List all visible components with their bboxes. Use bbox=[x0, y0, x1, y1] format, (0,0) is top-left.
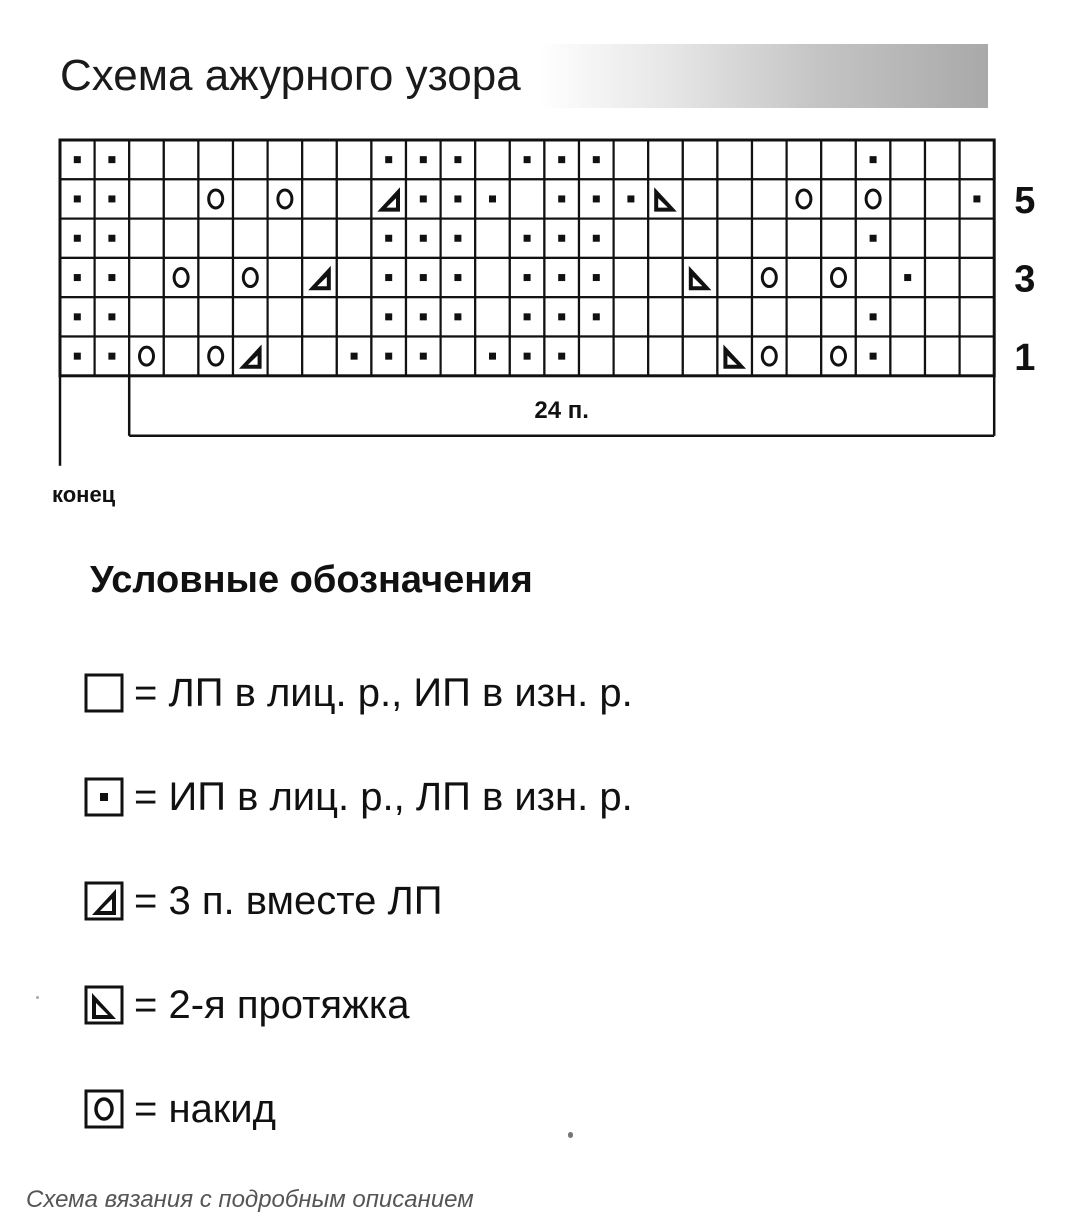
chart-cell bbox=[164, 337, 199, 376]
page-title: Схема ажурного узора bbox=[60, 51, 521, 100]
purl-dot bbox=[74, 156, 81, 163]
chart-cell bbox=[233, 140, 268, 179]
purl-dot bbox=[904, 274, 911, 281]
legend-title: Условные обозначения bbox=[90, 559, 533, 601]
legend-item-sk2p bbox=[84, 980, 409, 1030]
row-number: 3 bbox=[1014, 258, 1036, 301]
chart-cell bbox=[821, 219, 856, 258]
purl-dot bbox=[524, 274, 531, 281]
legend-text-purl: = ИП в лиц. р., ЛП в изн. р. bbox=[134, 775, 633, 819]
chart-cell bbox=[302, 219, 337, 258]
chart-cell bbox=[129, 297, 164, 336]
chart-cell bbox=[787, 297, 822, 336]
k3tog-icon bbox=[84, 881, 124, 921]
chart-cell bbox=[268, 258, 303, 297]
purl-dot bbox=[420, 313, 427, 320]
chart-cell bbox=[717, 140, 752, 179]
chart-cell bbox=[648, 337, 683, 376]
chart-cell bbox=[821, 179, 856, 218]
print-speck bbox=[568, 1132, 573, 1138]
print-speck bbox=[36, 996, 39, 999]
chart-cell bbox=[890, 140, 925, 179]
chart-cell bbox=[856, 179, 891, 218]
chart-cell bbox=[614, 258, 649, 297]
purl-dot bbox=[108, 156, 115, 163]
purl-dot bbox=[558, 274, 565, 281]
chart-cell bbox=[683, 179, 718, 218]
purl-dot bbox=[454, 156, 461, 163]
purl-dot bbox=[454, 195, 461, 202]
row-number: 1 bbox=[1014, 337, 1036, 380]
chart-cell bbox=[787, 258, 822, 297]
chart-cell bbox=[717, 219, 752, 258]
chart-cell bbox=[164, 179, 199, 218]
chart-cell bbox=[648, 179, 683, 218]
chart-cell bbox=[233, 258, 268, 297]
chart-cell bbox=[233, 179, 268, 218]
chart-cell bbox=[752, 219, 787, 258]
purl-dot bbox=[870, 156, 877, 163]
chart-cell bbox=[648, 297, 683, 336]
purl-dot bbox=[454, 235, 461, 242]
chart-cell bbox=[717, 179, 752, 218]
chart-cell bbox=[752, 179, 787, 218]
purl-dot bbox=[593, 235, 600, 242]
chart-cell bbox=[441, 337, 476, 376]
chart-cell bbox=[925, 337, 960, 376]
chart-cell bbox=[233, 297, 268, 336]
purl-dot bbox=[454, 313, 461, 320]
purl-dot bbox=[108, 313, 115, 320]
chart-cell bbox=[648, 219, 683, 258]
purl-dot bbox=[108, 235, 115, 242]
chart-cell bbox=[164, 219, 199, 258]
chart-cell bbox=[337, 258, 372, 297]
chart-cell bbox=[648, 258, 683, 297]
chart-cell bbox=[337, 297, 372, 336]
knitting-chart bbox=[0, 0, 1080, 520]
legend-item-k3tog bbox=[84, 876, 443, 926]
purl-dot bbox=[558, 353, 565, 360]
chart-cell bbox=[683, 140, 718, 179]
purl-dot bbox=[593, 195, 600, 202]
chart-cell bbox=[717, 297, 752, 336]
chart-cell bbox=[752, 297, 787, 336]
purl-dot bbox=[558, 235, 565, 242]
purl-dot bbox=[108, 353, 115, 360]
purl-dot bbox=[420, 353, 427, 360]
purl-dot bbox=[385, 353, 392, 360]
purl-dot bbox=[108, 274, 115, 281]
chart-cell bbox=[614, 297, 649, 336]
chart-cell bbox=[302, 337, 337, 376]
purl-dot bbox=[74, 195, 81, 202]
purl-dot bbox=[420, 235, 427, 242]
chart-cell bbox=[475, 219, 510, 258]
chart-cell bbox=[717, 258, 752, 297]
chart-cell bbox=[890, 337, 925, 376]
chart-cell bbox=[198, 219, 233, 258]
chart-cell bbox=[683, 258, 718, 297]
purl-dot bbox=[385, 274, 392, 281]
repeat-label: 24 п. bbox=[534, 396, 589, 424]
chart-cell bbox=[614, 337, 649, 376]
chart-cell bbox=[337, 140, 372, 179]
chart-cell bbox=[198, 179, 233, 218]
purl-dot bbox=[420, 195, 427, 202]
purl-dot bbox=[385, 156, 392, 163]
chart-cell bbox=[821, 297, 856, 336]
sk2p-icon bbox=[84, 985, 124, 1025]
end-label: конец bbox=[52, 481, 116, 507]
chart-cell bbox=[821, 140, 856, 179]
purl-dot bbox=[593, 313, 600, 320]
chart-cell bbox=[614, 140, 649, 179]
chart-cell bbox=[614, 219, 649, 258]
legend-item-knit bbox=[84, 668, 633, 718]
legend-text-sk2p: = 2-я протяжка bbox=[134, 983, 410, 1027]
purl-dot bbox=[524, 353, 531, 360]
chart-cell bbox=[129, 179, 164, 218]
chart-cell bbox=[960, 337, 995, 376]
legend-item-purl bbox=[84, 772, 633, 822]
chart-cell bbox=[164, 297, 199, 336]
chart-cell bbox=[890, 297, 925, 336]
purl-dot bbox=[108, 195, 115, 202]
chart-cell bbox=[164, 140, 199, 179]
chart-cell bbox=[683, 337, 718, 376]
purl-dot bbox=[558, 313, 565, 320]
purl-dot bbox=[870, 235, 877, 242]
image-caption: Схема вязания с подробным описанием bbox=[26, 1186, 474, 1213]
purl-dot bbox=[74, 274, 81, 281]
chart-cell bbox=[475, 297, 510, 336]
chart-cell bbox=[821, 258, 856, 297]
chart-cell bbox=[302, 297, 337, 336]
chart-cell bbox=[198, 258, 233, 297]
chart-cell bbox=[475, 258, 510, 297]
chart-cell bbox=[960, 258, 995, 297]
chart-cell bbox=[856, 258, 891, 297]
purl-dot bbox=[524, 235, 531, 242]
chart-cell bbox=[198, 337, 233, 376]
chart-cell bbox=[787, 337, 822, 376]
purl-dot bbox=[489, 353, 496, 360]
legend-text-k3tog: = 3 п. вместе ЛП bbox=[134, 879, 443, 923]
legend-item-yo bbox=[84, 1084, 276, 1134]
chart-cell bbox=[337, 219, 372, 258]
chart-cell bbox=[925, 219, 960, 258]
purl-dot bbox=[351, 353, 358, 360]
chart-cell bbox=[268, 179, 303, 218]
purl-dot bbox=[627, 195, 634, 202]
row-number: 5 bbox=[1014, 179, 1036, 222]
chart-cell bbox=[371, 179, 406, 218]
chart-cell bbox=[579, 337, 614, 376]
chart-cell bbox=[925, 297, 960, 336]
chart-cell bbox=[925, 140, 960, 179]
purl-dot bbox=[420, 156, 427, 163]
purl-dot bbox=[489, 195, 496, 202]
chart-cell bbox=[960, 297, 995, 336]
chart-cell bbox=[475, 140, 510, 179]
purl-dot bbox=[870, 313, 877, 320]
chart-cell bbox=[890, 219, 925, 258]
purl-dot bbox=[420, 274, 427, 281]
purl-dot bbox=[973, 195, 980, 202]
chart-cell bbox=[683, 219, 718, 258]
chart-cell bbox=[717, 337, 752, 376]
purl-dot bbox=[74, 313, 81, 320]
chart-cell bbox=[198, 297, 233, 336]
chart-cell bbox=[752, 337, 787, 376]
chart-cell bbox=[648, 140, 683, 179]
chart-cell bbox=[752, 140, 787, 179]
chart-cell bbox=[925, 179, 960, 218]
purl-dot bbox=[454, 274, 461, 281]
chart-cell bbox=[787, 179, 822, 218]
chart-cell bbox=[925, 258, 960, 297]
purl-dot bbox=[870, 353, 877, 360]
chart-cell bbox=[129, 140, 164, 179]
purl-dot bbox=[385, 313, 392, 320]
yarn-over-icon bbox=[84, 1089, 124, 1129]
empty-square-icon bbox=[84, 673, 124, 713]
legend-text-yo: = накид bbox=[134, 1087, 276, 1131]
chart-cell bbox=[787, 140, 822, 179]
chart-cell bbox=[129, 337, 164, 376]
chart-cell bbox=[890, 179, 925, 218]
chart-cell bbox=[683, 297, 718, 336]
purl-dot bbox=[593, 156, 600, 163]
chart-cell bbox=[510, 179, 545, 218]
purl-dot bbox=[524, 313, 531, 320]
chart-cell bbox=[302, 179, 337, 218]
chart-cell bbox=[302, 258, 337, 297]
purl-dot bbox=[385, 235, 392, 242]
chart-cell bbox=[233, 337, 268, 376]
chart-cell bbox=[268, 337, 303, 376]
legend-text-knit: = ЛП в лиц. р., ИП в изн. р. bbox=[134, 671, 633, 715]
chart-cell bbox=[268, 140, 303, 179]
chart-cell bbox=[129, 258, 164, 297]
purl-dot bbox=[558, 156, 565, 163]
purl-dot bbox=[74, 353, 81, 360]
chart-cell bbox=[129, 219, 164, 258]
chart-cell bbox=[233, 219, 268, 258]
chart-cell bbox=[821, 337, 856, 376]
chart-cell bbox=[960, 219, 995, 258]
chart-cell bbox=[960, 140, 995, 179]
purl-dot bbox=[593, 274, 600, 281]
chart-cell bbox=[164, 258, 199, 297]
purl-dot bbox=[74, 235, 81, 242]
chart-cell bbox=[787, 219, 822, 258]
chart-cell bbox=[302, 140, 337, 179]
chart-cell bbox=[337, 179, 372, 218]
chart-cell bbox=[752, 258, 787, 297]
chart-cell bbox=[268, 219, 303, 258]
purl-dot bbox=[558, 195, 565, 202]
chart-cell bbox=[268, 297, 303, 336]
dot-square-icon bbox=[84, 777, 124, 817]
chart-cell bbox=[198, 140, 233, 179]
purl-dot bbox=[524, 156, 531, 163]
